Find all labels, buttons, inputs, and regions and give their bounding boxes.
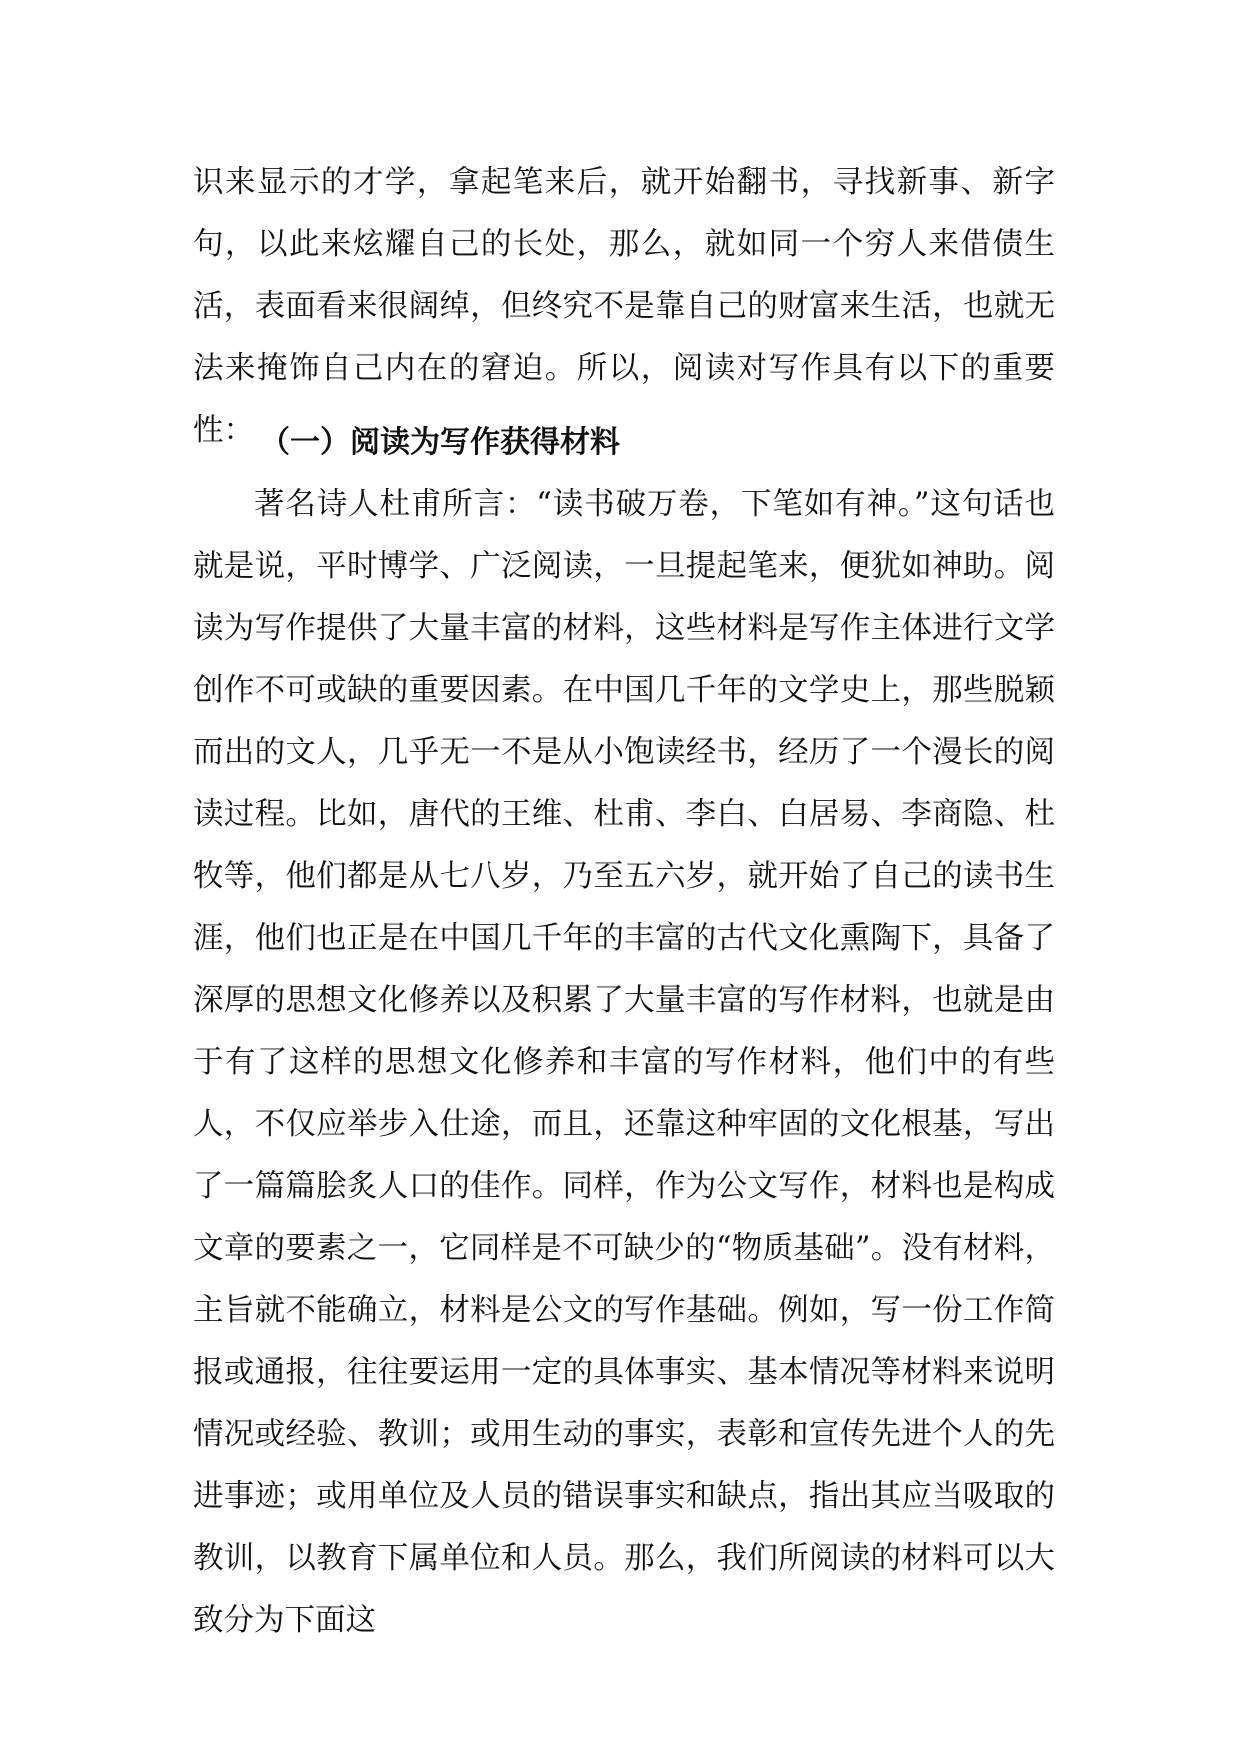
section-heading: （一）阅读为写作获得材料 bbox=[260, 425, 620, 460]
paragraph-reading-materials: 著名诗人杜甫所言：“读书破万卷，下笔如有神。”这句话也就是说，平时博学、广泛阅读，一旦提起笔来，便犹如神助。阅读为写作提供了大量丰富的材料，这些材料是写作主体进行文学创作不可或缺的重要因素。在中国几千年的文学史上，那些脱颖而出的文人，几乎无一不是从小饱读经书，经历了一个漫长的阅读过程。比如，唐代的王维、杜甫、李白、白居易、李商隐、杜牧等，他们都是从七八岁，乃至五六岁，就开始了自己的读书生涯，他们也正是在中国几千年的丰富的古代文化熏陶下，具备了深厚的思想文化修养以及积累了大量丰富的写作材料，也就是由于有了这样的思想文化修养和丰富的写作材料，他们中的有些人，不仅应举步入仕途，而且，还靠这种牢固的文化根基，写出了一篇篇脍炙人口的佳作。同样，作为公文写作，材料也是构成文章的要素之一，它同样是不可缺少的“物质基础”。没有材料，主旨就不能确立，材料是公文的写作基础。例如，写一份工作简报或通报，往往要运用一定的具体事实、基本情况等材料来说明情况或经验、教训；或用生动的事实，表彰和宣传先进个人的先进事迹；或用单位及人员的错误事实和缺点，指出其应当吸取的教训，以教育下属单位和人员。那么，我们所阅读的材料可以大致分为下面这 bbox=[193, 487, 1055, 1638]
paragraph-continuation: 识来显示的才学，拿起笔来后，就开始翻书，寻找新事、新字句，以此来炫耀自己的长处，那么，就如同一个穷人来借债生活，表面看来很阔绰，但终究不是靠自己的财富来生活，也就无法来掩饰自己内在的窘迫。所以，阅读对写作具有以下的重要性： bbox=[193, 165, 1055, 448]
